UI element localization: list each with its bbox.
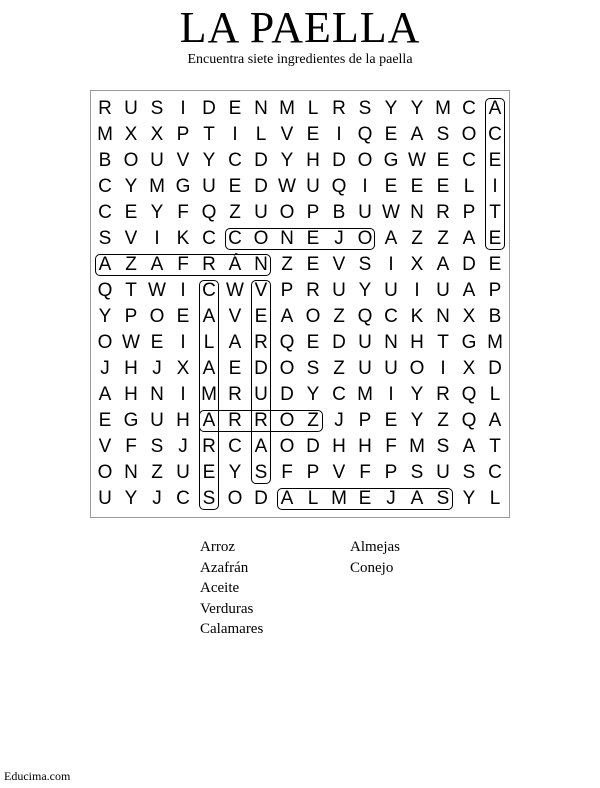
grid-cell[interactable]: A [462, 280, 476, 301]
grid-cell[interactable]: I [388, 384, 394, 405]
grid-cell[interactable]: Q [97, 280, 113, 301]
grid-cell[interactable]: A [462, 436, 476, 457]
grid-cell[interactable]: H [124, 358, 138, 379]
grid-cell[interactable]: E [150, 332, 164, 353]
grid-cell[interactable]: D [254, 488, 268, 509]
grid-cell[interactable]: Z [437, 228, 449, 249]
grid-cell[interactable]: I [362, 176, 368, 197]
grid-cell[interactable]: U [358, 202, 372, 223]
grid-cell[interactable]: Á [228, 254, 242, 275]
grid-cell[interactable]: X [150, 124, 164, 145]
grid-cell[interactable]: V [332, 462, 346, 483]
grid-cell[interactable]: G [123, 410, 139, 431]
grid-cell[interactable]: R [306, 280, 320, 301]
grid-cell[interactable]: D [202, 98, 216, 119]
grid-cell[interactable]: E [202, 462, 216, 483]
grid-cell[interactable]: U [332, 280, 346, 301]
grid-cell[interactable]: I [492, 176, 498, 197]
grid-cell[interactable]: G [383, 150, 399, 171]
grid-cell[interactable]: F [359, 462, 371, 483]
grid-cell[interactable]: W [278, 176, 296, 197]
grid-cell[interactable]: R [228, 410, 242, 431]
grid-cell[interactable]: O [357, 228, 373, 249]
grid-cell[interactable]: E [384, 176, 398, 197]
grid-cell[interactable]: C [462, 98, 476, 119]
grid-cell[interactable]: R [98, 98, 112, 119]
grid-cell[interactable]: F [177, 202, 189, 223]
grid-cell[interactable]: N [436, 306, 450, 327]
found-word-outline [277, 488, 453, 510]
grid-cell[interactable]: E [254, 306, 268, 327]
grid-cell[interactable]: E [488, 228, 502, 249]
grid-cell[interactable]: Y [280, 150, 294, 171]
grid-cell[interactable]: Q [461, 410, 477, 431]
grid-cell[interactable]: C [202, 280, 216, 301]
grid-cell[interactable]: A [410, 488, 424, 509]
grid-cell[interactable]: Z [229, 202, 241, 223]
grid-cell[interactable]: V [332, 254, 346, 275]
grid-cell[interactable]: B [98, 150, 112, 171]
grid-cell[interactable]: Y [150, 202, 164, 223]
word-list-column-2 [350, 537, 400, 578]
grid-cell[interactable]: T [489, 436, 501, 457]
grid-cell[interactable]: E [384, 410, 398, 431]
grid-cell[interactable]: X [462, 358, 476, 379]
grid-cell[interactable]: Y [358, 280, 372, 301]
grid-cell[interactable]: U [358, 358, 372, 379]
grid-cell[interactable]: Y [124, 488, 138, 509]
grid-cell[interactable]: R [228, 384, 242, 405]
grid-cell[interactable]: S [358, 254, 372, 275]
grid-cell[interactable]: S [410, 462, 424, 483]
grid-cell[interactable]: C [462, 150, 476, 171]
grid-cell[interactable]: O [279, 202, 295, 223]
grid-cell[interactable]: H [306, 150, 320, 171]
grid-cell[interactable]: F [385, 436, 397, 457]
grid-cell[interactable]: Q [357, 124, 373, 145]
grid-cell[interactable]: F [281, 462, 293, 483]
grid-cell[interactable]: Z [125, 254, 137, 275]
grid-cell[interactable]: U [254, 202, 268, 223]
grid-cell[interactable]: E [176, 306, 190, 327]
grid-cell[interactable]: I [388, 254, 394, 275]
grid-cell[interactable]: I [180, 384, 186, 405]
grid-cell[interactable]: Y [306, 384, 320, 405]
grid-cell[interactable]: Z [281, 254, 293, 275]
grid-cell[interactable]: X [410, 254, 424, 275]
found-word-outline [199, 410, 323, 432]
grid-cell[interactable]: M [409, 436, 425, 457]
grid-cell[interactable]: Z [411, 228, 423, 249]
grid-cell[interactable]: V [176, 150, 190, 171]
grid-cell[interactable]: Z [307, 410, 319, 431]
grid-cell[interactable]: I [440, 358, 446, 379]
grid-cell[interactable]: P [280, 280, 294, 301]
grid-cell[interactable]: O [461, 124, 477, 145]
grid-cell[interactable]: C [228, 150, 242, 171]
grid-cell[interactable]: S [462, 462, 476, 483]
grid-cell[interactable]: A [202, 306, 216, 327]
grid-cell[interactable]: P [384, 462, 398, 483]
grid-cell[interactable]: Y [410, 410, 424, 431]
grid-cell[interactable]: E [358, 488, 372, 509]
grid-cell[interactable]: S [436, 124, 450, 145]
word-list-item: Aceite [200, 580, 240, 596]
grid-cell[interactable]: E [436, 150, 450, 171]
grid-cell[interactable]: U [202, 176, 216, 197]
grid-cell[interactable]: Y [410, 98, 424, 119]
grid-cell[interactable]: A [384, 228, 398, 249]
grid-cell[interactable]: K [176, 228, 190, 249]
grid-cell[interactable]: W [226, 280, 244, 301]
grid-cell[interactable]: X [176, 358, 190, 379]
grid-cell[interactable]: C [332, 384, 346, 405]
grid-cell[interactable]: J [152, 488, 162, 509]
grid-cell[interactable]: O [357, 150, 373, 171]
grid-cell[interactable]: Y [228, 462, 242, 483]
word-list-item: Calamares [200, 621, 264, 637]
grid-cell[interactable]: T [489, 202, 501, 223]
puzzle-title: LA PAELLA [179, 3, 421, 52]
grid-cell[interactable]: P [306, 202, 320, 223]
grid-cell[interactable]: D [254, 176, 268, 197]
grid-cell[interactable]: A [98, 384, 112, 405]
grid-cell[interactable]: T [203, 124, 215, 145]
grid-cell[interactable]: O [409, 358, 425, 379]
grid-cell[interactable]: V [124, 228, 138, 249]
grid-cell[interactable]: M [357, 384, 373, 405]
grid-cell[interactable]: L [307, 488, 319, 509]
grid-cell[interactable]: G [175, 176, 191, 197]
grid-cell[interactable]: E [306, 124, 320, 145]
grid-cell[interactable]: E [228, 358, 242, 379]
grid-cell[interactable]: U [436, 280, 450, 301]
grid-cell[interactable]: I [180, 98, 186, 119]
grid-cell[interactable]: O [149, 306, 165, 327]
grid-cell[interactable]: E [306, 332, 320, 353]
grid-cell[interactable]: A [462, 228, 476, 249]
grid-cell[interactable]: S [150, 98, 164, 119]
found-word-outline [199, 280, 219, 510]
grid-cell[interactable]: N [280, 228, 294, 249]
grid-cell[interactable]: A [228, 332, 242, 353]
grid-cell[interactable]: U [150, 410, 164, 431]
grid-cell[interactable]: C [228, 436, 242, 457]
grid-cell[interactable]: I [180, 332, 186, 353]
grid-cell[interactable]: T [437, 332, 449, 353]
footer-credit: Educima.com [4, 769, 71, 783]
grid-cell[interactable]: Y [384, 98, 398, 119]
grid-cell[interactable]: P [488, 280, 502, 301]
letter-grid [92, 96, 508, 512]
grid-cell[interactable]: L [489, 384, 501, 405]
grid-cell[interactable]: A [254, 436, 268, 457]
grid-cell[interactable]: M [487, 332, 503, 353]
grid-cell[interactable]: E [488, 150, 502, 171]
grid-cell[interactable]: A [488, 98, 502, 119]
word-list-item: Verduras [200, 600, 254, 617]
grid-cell[interactable]: E [436, 176, 450, 197]
grid-cell[interactable]: C [384, 306, 398, 327]
found-word-outline [95, 254, 271, 276]
word-list-item: Arroz [200, 539, 235, 555]
grid-cell[interactable]: C [488, 124, 502, 145]
grid-cell[interactable]: U [306, 176, 320, 197]
grid-cell[interactable]: Z [437, 410, 449, 431]
grid-cell[interactable]: B [488, 306, 502, 327]
grid-cell[interactable]: L [489, 488, 501, 509]
grid-cell[interactable]: R [332, 98, 346, 119]
grid-cell[interactable]: Y [124, 176, 138, 197]
grid-cell[interactable]: P [358, 410, 372, 431]
grid-cell[interactable]: Y [462, 488, 476, 509]
grid-cell[interactable]: S [98, 228, 112, 249]
grid-cell[interactable]: N [254, 98, 268, 119]
grid-cell[interactable]: Y [98, 306, 112, 327]
grid-cell[interactable]: H [124, 384, 138, 405]
grid-cell[interactable]: A [436, 254, 450, 275]
grid-cell[interactable]: L [463, 176, 475, 197]
grid-cell[interactable]: J [100, 358, 110, 379]
grid-cell[interactable]: U [176, 462, 190, 483]
grid-cell[interactable]: E [228, 176, 242, 197]
grid-cell[interactable]: S [254, 462, 268, 483]
word-list-item: Azafrán [200, 559, 249, 576]
grid-cell[interactable]: P [124, 306, 138, 327]
word-list-item: Almejas [350, 539, 400, 555]
grid-cell[interactable]: D [332, 150, 346, 171]
grid-cell[interactable]: O [123, 150, 139, 171]
grid-cell[interactable]: H [332, 436, 346, 457]
grid-cell[interactable]: Q [357, 306, 373, 327]
grid-cell[interactable]: N [254, 254, 268, 275]
grid-cell[interactable]: P [176, 124, 190, 145]
grid-cell[interactable]: U [384, 358, 398, 379]
grid-cell[interactable]: P [306, 462, 320, 483]
grid-cell[interactable]: R [202, 254, 216, 275]
grid-cell[interactable]: O [227, 488, 243, 509]
grid-cell[interactable]: G [461, 332, 477, 353]
grid-cell[interactable]: S [202, 488, 216, 509]
grid-cell[interactable]: A [280, 306, 294, 327]
found-word-outline [251, 280, 271, 484]
grid-cell[interactable]: J [152, 358, 162, 379]
grid-cell[interactable]: H [358, 436, 372, 457]
grid-cell[interactable]: R [254, 332, 268, 353]
word-list-item: Conejo [350, 559, 394, 576]
grid-cell[interactable]: L [307, 98, 319, 119]
grid-cell[interactable]: D [488, 358, 502, 379]
grid-cell[interactable]: Q [461, 384, 477, 405]
grid-cell[interactable]: M [201, 384, 217, 405]
grid-cell[interactable]: D [254, 150, 268, 171]
grid-cell[interactable]: I [180, 280, 186, 301]
grid-cell[interactable]: U [150, 150, 164, 171]
grid-cell[interactable]: A [98, 254, 112, 275]
grid-cell[interactable]: D [332, 332, 346, 353]
grid-cell[interactable]: S [436, 488, 450, 509]
grid-cell[interactable]: R [202, 436, 216, 457]
grid-cell[interactable]: U [436, 462, 450, 483]
grid-cell[interactable]: L [255, 124, 267, 145]
grid-cell[interactable]: Q [331, 176, 347, 197]
grid-cell[interactable]: D [254, 358, 268, 379]
grid-cell[interactable]: O [97, 332, 113, 353]
grid-cell[interactable]: E [124, 202, 138, 223]
grid-cell[interactable]: W [122, 332, 140, 353]
grid-cell[interactable]: D [280, 384, 294, 405]
grid-cell[interactable]: W [148, 280, 166, 301]
grid-cell[interactable]: A [410, 124, 424, 145]
grid-cell[interactable]: U [358, 332, 372, 353]
grid-cell[interactable]: H [410, 332, 424, 353]
grid-cell[interactable]: K [410, 306, 424, 327]
found-word-outline [225, 228, 375, 250]
puzzle-subtitle: Encuentra siete ingredientes de la paella [187, 52, 413, 67]
grid-cell[interactable]: S [436, 436, 450, 457]
grid-cell[interactable]: V [254, 280, 268, 301]
grid-cell[interactable]: M [279, 98, 295, 119]
grid-cell[interactable]: U [98, 488, 112, 509]
grid-cell[interactable]: T [125, 280, 137, 301]
grid-cell[interactable]: U [124, 98, 138, 119]
grid-cell[interactable]: Z [151, 462, 163, 483]
grid-cell[interactable]: O [279, 358, 295, 379]
grid-cell[interactable]: R [436, 202, 450, 223]
grid-cell[interactable]: J [334, 410, 344, 431]
grid-cell[interactable]: U [384, 280, 398, 301]
grid-cell[interactable]: I [232, 124, 238, 145]
grid-cell[interactable]: H [176, 410, 190, 431]
grid-cell[interactable]: S [150, 436, 164, 457]
grid-cell[interactable]: N [384, 332, 398, 353]
word-list-column-1 [200, 537, 263, 640]
grid-cell[interactable]: E [306, 254, 320, 275]
grid-cell[interactable]: C [202, 228, 216, 249]
grid-cell[interactable]: M [435, 98, 451, 119]
grid-cell[interactable]: Z [333, 306, 345, 327]
grid-cell[interactable]: C [98, 202, 112, 223]
grid-cell[interactable]: C [176, 488, 190, 509]
grid-cell[interactable]: C [228, 228, 242, 249]
grid-cell[interactable]: X [124, 124, 138, 145]
grid-cell[interactable]: E [410, 176, 424, 197]
grid-cell[interactable]: U [254, 384, 268, 405]
grid-cell[interactable]: Q [201, 202, 217, 223]
grid-cell[interactable]: I [154, 228, 160, 249]
grid-cell[interactable]: Z [333, 358, 345, 379]
grid-cell[interactable]: I [414, 280, 420, 301]
grid-cell[interactable]: O [279, 410, 295, 431]
grid-cell[interactable]: A [202, 410, 216, 431]
grid-cell[interactable]: B [332, 202, 346, 223]
grid-cell[interactable]: O [253, 228, 269, 249]
grid-cell[interactable]: E [488, 254, 502, 275]
grid-cell[interactable]: A [488, 410, 502, 431]
grid-cell[interactable]: V [228, 306, 242, 327]
grid-cell[interactable]: N [150, 384, 164, 405]
grid-cell[interactable]: C [98, 176, 112, 197]
grid-cell[interactable]: S [306, 358, 320, 379]
grid-cell[interactable]: W [382, 202, 400, 223]
grid-cell[interactable]: P [462, 202, 476, 223]
grid-cell[interactable]: W [408, 150, 426, 171]
grid-cell[interactable]: J [178, 436, 188, 457]
grid-cell[interactable]: O [305, 306, 321, 327]
grid-cell[interactable]: D [306, 436, 320, 457]
grid-cell[interactable]: A [202, 358, 216, 379]
grid-cell[interactable]: F [125, 436, 137, 457]
grid-cell[interactable]: S [358, 98, 372, 119]
grid-cell[interactable]: J [334, 228, 344, 249]
grid-cell[interactable]: E [306, 228, 320, 249]
grid-cell[interactable]: R [436, 384, 450, 405]
grid-cell[interactable]: V [280, 124, 294, 145]
grid-cell[interactable]: E [228, 98, 242, 119]
grid-cell[interactable]: V [98, 436, 112, 457]
grid-cell[interactable]: N [410, 202, 424, 223]
grid-cell[interactable]: A [150, 254, 164, 275]
grid-cell[interactable]: D [462, 254, 476, 275]
grid-cell[interactable]: A [280, 488, 294, 509]
grid-cell[interactable]: F [177, 254, 189, 275]
grid-cell[interactable]: L [203, 332, 215, 353]
grid-cell[interactable]: C [488, 462, 502, 483]
grid-cell[interactable]: J [386, 488, 396, 509]
grid-cell[interactable]: E [384, 124, 398, 145]
found-word-outline [485, 98, 505, 250]
grid-cell[interactable]: N [124, 462, 138, 483]
grid-cell[interactable]: Y [202, 150, 216, 171]
grid-cell[interactable]: I [336, 124, 342, 145]
grid-cell[interactable]: Y [410, 384, 424, 405]
grid-cell[interactable]: O [279, 436, 295, 457]
grid-cell[interactable]: E [98, 410, 112, 431]
grid-cell[interactable]: M [331, 488, 347, 509]
grid-cell[interactable]: Q [279, 332, 295, 353]
grid-cell[interactable]: M [149, 176, 165, 197]
grid-cell[interactable]: X [462, 306, 476, 327]
grid-cell[interactable]: O [97, 462, 113, 483]
grid-cell[interactable]: R [254, 410, 268, 431]
grid-cell[interactable]: M [97, 124, 113, 145]
